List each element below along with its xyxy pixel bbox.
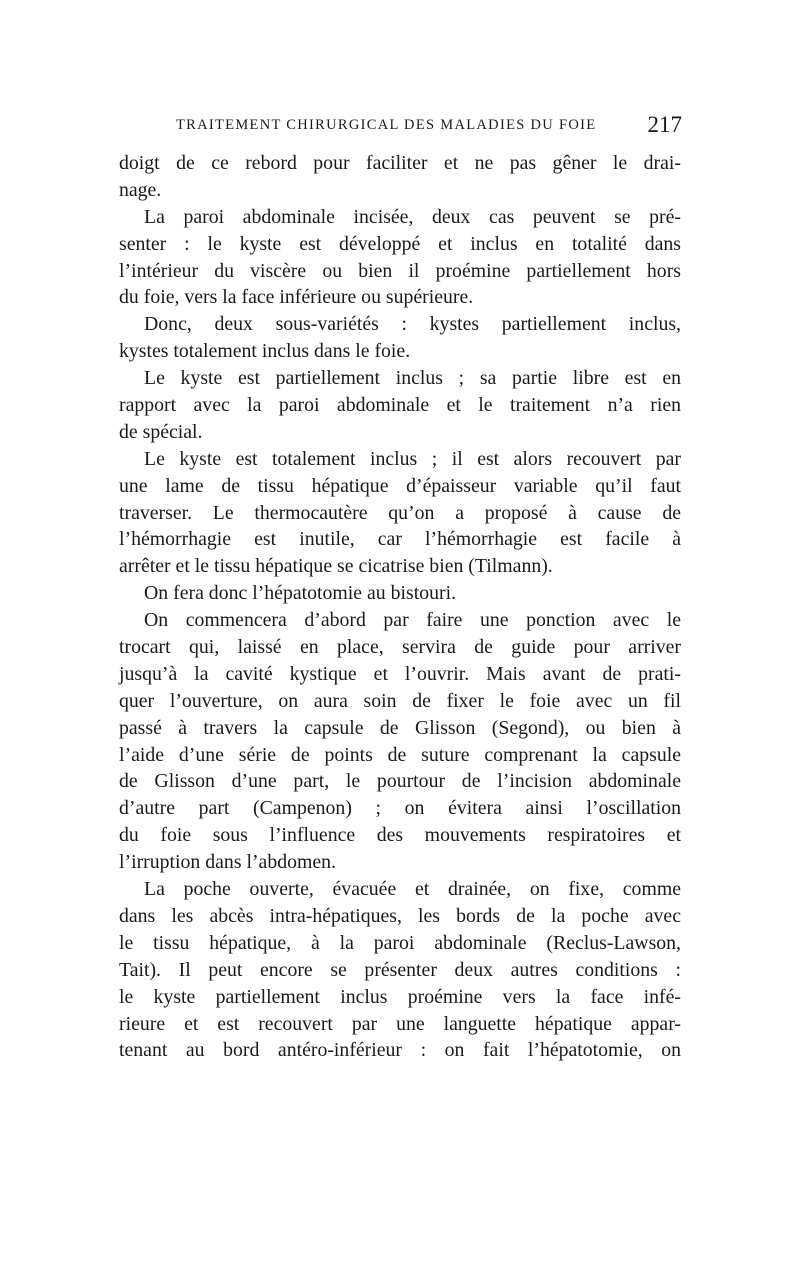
text-line: tenant au bord antéro-inférieur : on fait l’hépatotomie, on <box>119 1039 681 1062</box>
text-line: l’irruption dans l’abdomen. <box>119 851 336 874</box>
text-line: du foie sous l’influence des mouvements respiratoires et <box>119 824 681 847</box>
text-line: kystes totalement inclus dans le foie. <box>119 340 411 363</box>
text-line: On commencera d’abord par faire une ponction avec le <box>144 609 681 632</box>
text-line: jusqu’à la cavité kystique et l’ouvrir. Mais avant de prati- <box>119 662 681 685</box>
text-line: senter : le kyste est développé et inclus en totalité dans <box>119 232 681 255</box>
text-line: trocart qui, laissé en place, servira de guide pour arriver <box>119 636 681 659</box>
text-line: de Glisson d’une part, le pourtour de l’incision abdominale <box>119 770 681 793</box>
running-title: TRAITEMENT CHIRURGICAL DES MALADIES DU FOIE <box>176 117 597 133</box>
text-line: La paroi abdominale incisée, deux cas peuvent se pré- <box>144 205 681 228</box>
text-line: La poche ouverte, évacuée et drainée, on fixe, comme <box>144 878 681 901</box>
page-number: 217 <box>647 112 682 137</box>
text-line: Le kyste est totalement inclus ; il est alors recouvert par <box>144 447 681 470</box>
running-head <box>176 112 682 142</box>
body-text <box>119 150 681 1064</box>
text-line: Le kyste est partiellement inclus ; sa partie libre est en <box>144 367 681 390</box>
text-line: le kyste partiellement inclus proémine vers la face infé- <box>119 985 681 1008</box>
text-line: l’hémorrhagie est inutile, car l’hémorrhagie est facile à <box>119 528 681 551</box>
text-line: de spécial. <box>119 420 203 443</box>
text-line: du foie, vers la face inférieure ou supérieure. <box>119 286 474 309</box>
text-line: traverser. Le thermocautère qu’on a proposé à cause de <box>119 501 681 524</box>
text-line: rieure et est recouvert par une languette hépatique appar- <box>119 1012 681 1035</box>
text-line: On fera donc l’hépatotomie au bistouri. <box>144 582 457 605</box>
text-line: d’autre part (Campenon) ; on évitera ainsi l’oscillation <box>119 797 681 820</box>
text-line: une lame de tissu hépatique d’épaisseur variable qu’il faut <box>119 474 681 497</box>
text-line: rapport avec la paroi abdominale et le traitement n’a rien <box>119 394 681 417</box>
text-line: nage. <box>119 178 162 201</box>
text-line: passé à travers la capsule de Glisson (Segond), ou bien à <box>119 716 681 739</box>
text-line: quer l’ouverture, on aura soin de fixer le foie avec un fil <box>119 689 681 712</box>
text-line: Donc, deux sous-variétés : kystes partiellement inclus, <box>144 313 681 336</box>
text-line: l’aide d’une série de points de suture comprenant la capsule <box>119 743 681 766</box>
text-line: doigt de ce rebord pour faciliter et ne pas gêner le drai- <box>119 152 681 174</box>
text-line: le tissu hépatique, à la paroi abdominale (Reclus-Lawson, <box>119 931 681 954</box>
text-line: dans les abcès intra-hépatiques, les bords de la poche avec <box>119 904 681 927</box>
text-line: Tait). Il peut encore se présenter deux autres conditions : <box>119 958 681 981</box>
text-line: arrêter et le tissu hépatique se cicatrise bien (Tilmann). <box>119 555 553 578</box>
text-line: l’intérieur du viscère ou bien il proémine partiellement hors <box>119 259 681 282</box>
